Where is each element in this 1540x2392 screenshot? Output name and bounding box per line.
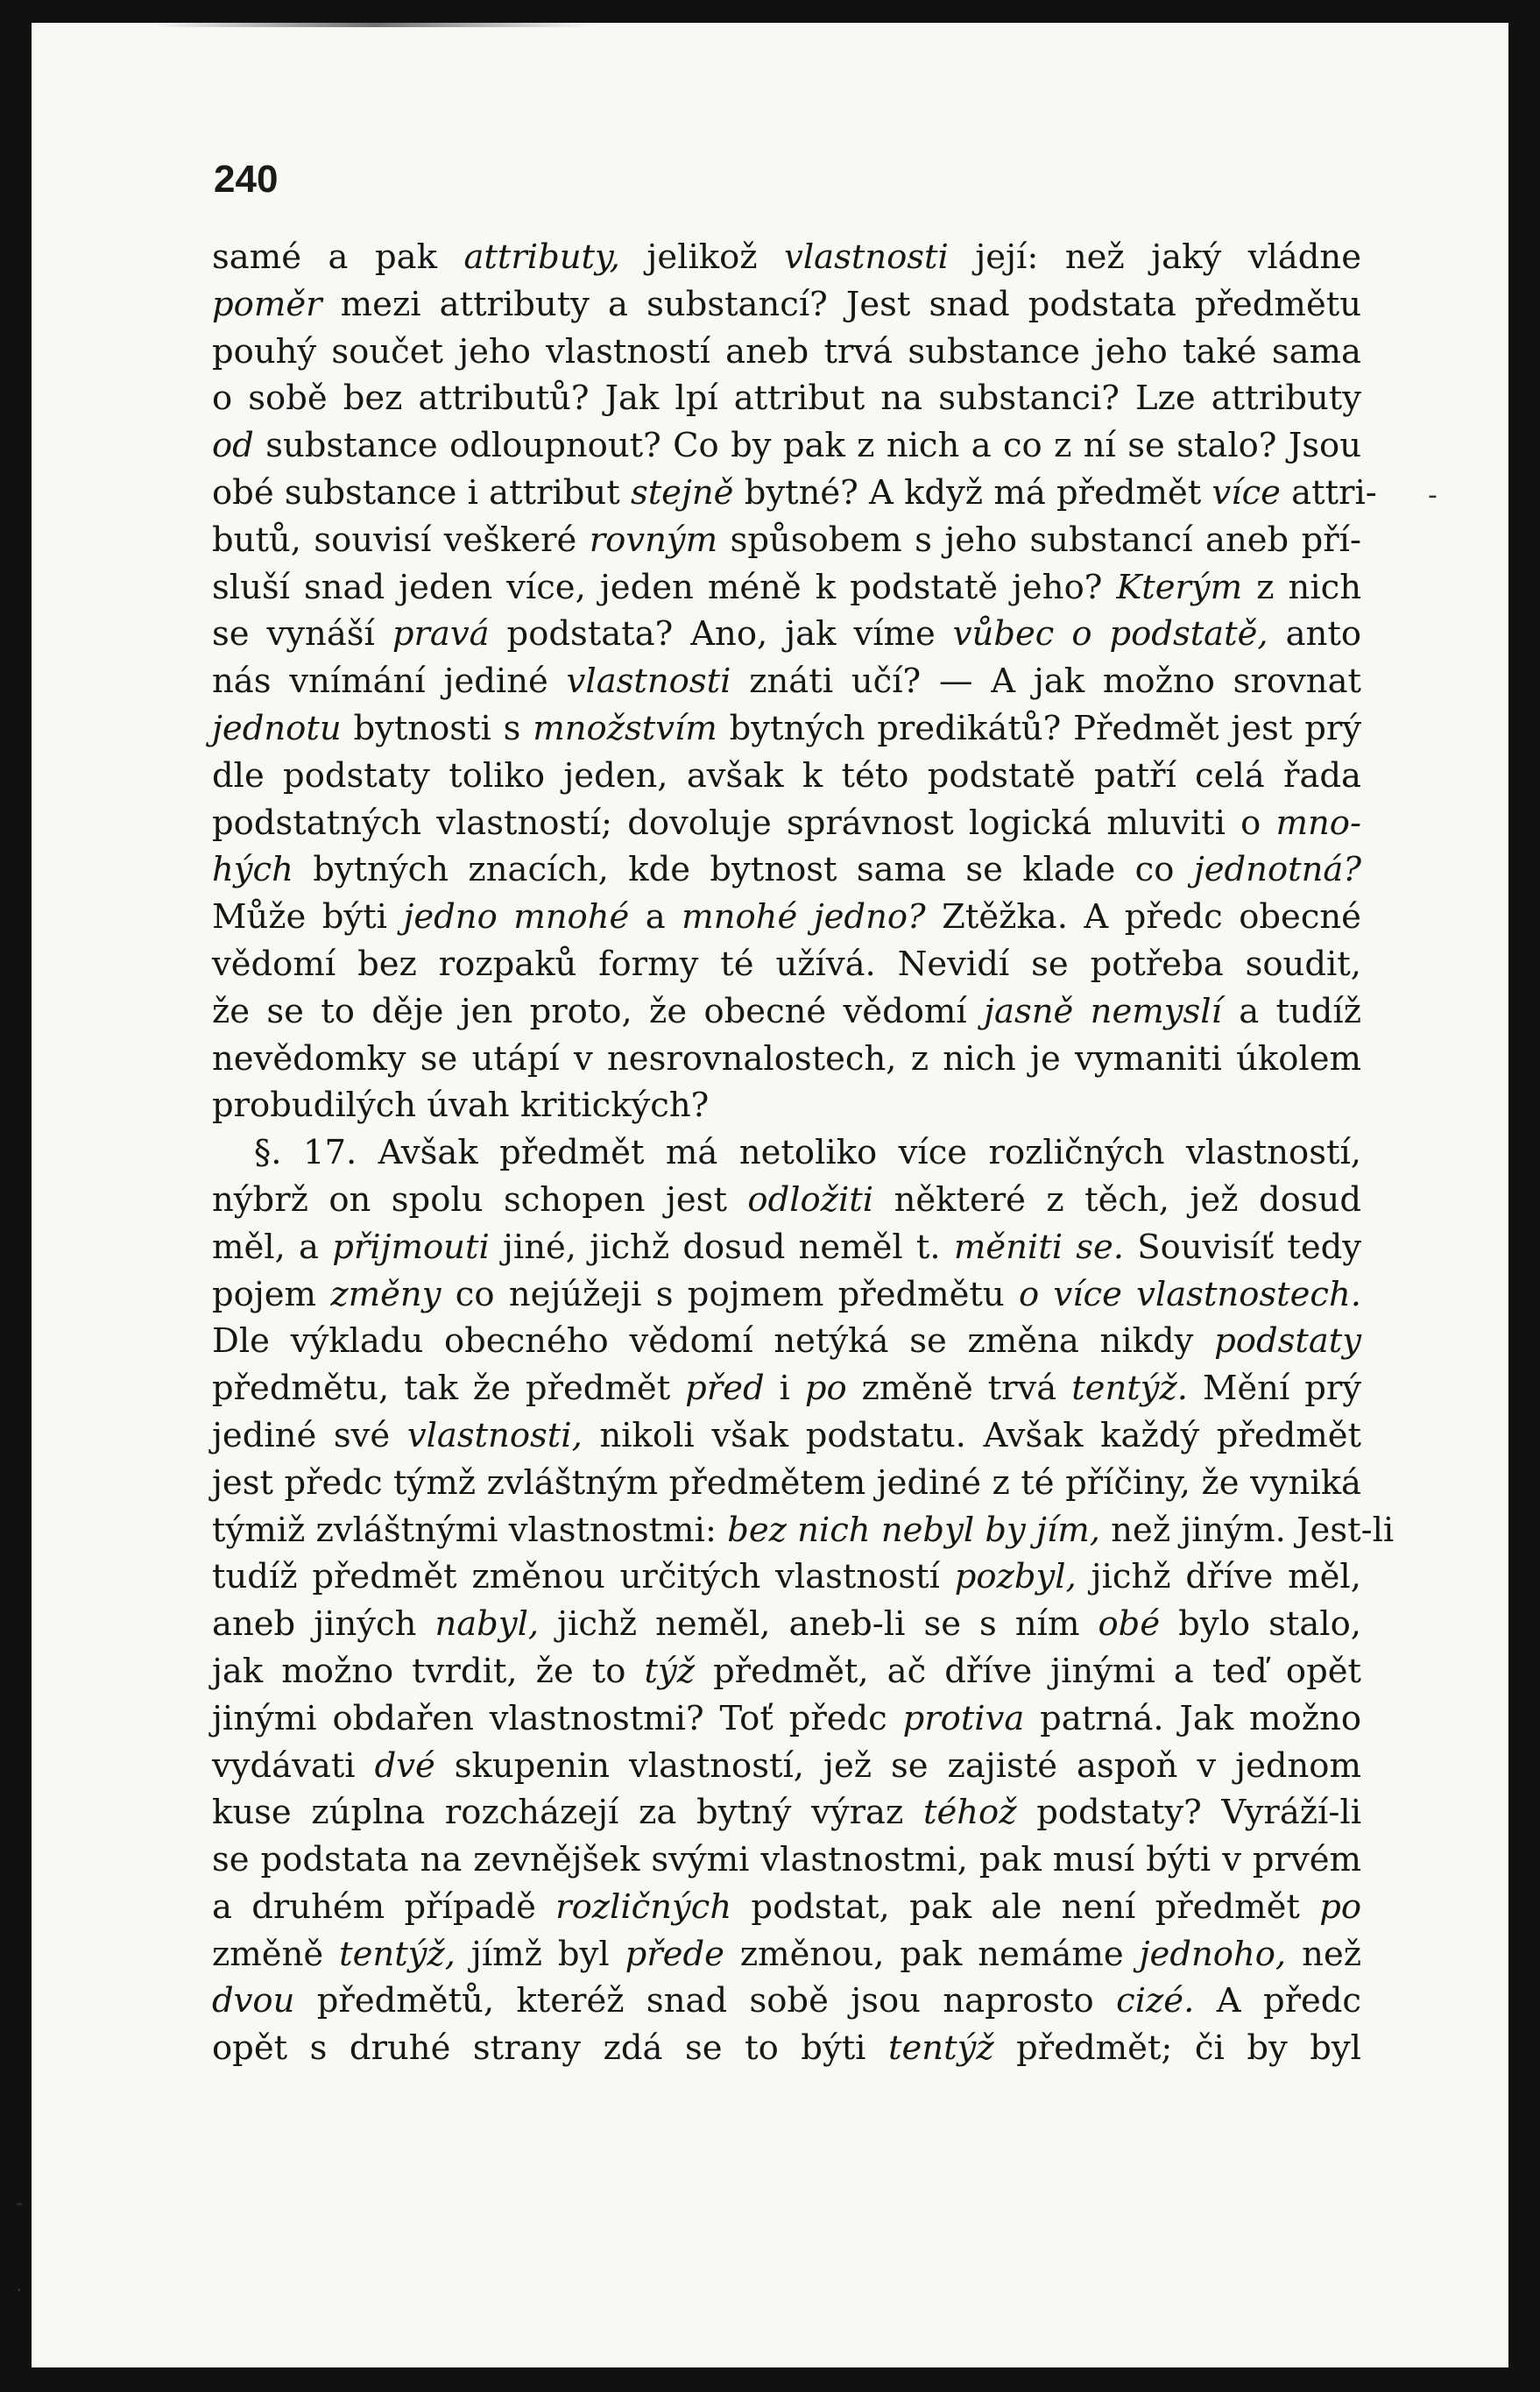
text-segment: jichž dříve měl, — [1076, 1557, 1361, 1597]
emphasized-text: poměr — [212, 284, 322, 324]
emphasized-text: rozličných — [555, 1886, 732, 1927]
emphasized-text: změny — [330, 1274, 442, 1314]
emphasized-text: cizé. — [1116, 1981, 1195, 2021]
emphasized-text: dvou — [212, 1981, 295, 2021]
emphasized-text: bez nich nebyl by jím, — [727, 1510, 1100, 1550]
text-segment: nikoli však podstatu. Avšak každý předmět — [582, 1415, 1362, 1455]
text-segment: bytné? A když má předmět — [733, 472, 1212, 513]
emphasized-text: přijmouti — [332, 1227, 490, 1267]
text-segment: bytných predikátů? Předmět jest prý — [717, 708, 1361, 748]
text-line — [212, 1129, 1361, 1177]
margin-mark: - — [1428, 480, 1438, 511]
text-line — [212, 1036, 1361, 1083]
text-line — [212, 705, 1361, 753]
text-line — [212, 1507, 1395, 1554]
emphasized-text: jedno mnohé — [403, 897, 630, 938]
emphasized-text: týž — [644, 1651, 696, 1691]
text-segment: Dle výkladu obecného vědomí netýká se změna nikdy — [212, 1321, 1215, 1362]
text-segment: co nejúžeji s pojmem předmětu — [441, 1274, 1019, 1314]
text-line — [212, 941, 1361, 988]
text-line — [212, 329, 1361, 376]
text-line — [212, 1553, 1361, 1601]
emphasized-text: jednoho, — [1139, 1934, 1287, 1974]
text-segment: i — [764, 1369, 805, 1409]
emphasized-text: podstaty — [1214, 1321, 1361, 1362]
text-segment: znáti učí? — A jak možno srovnat — [731, 662, 1361, 702]
text-segment: bytnosti s — [341, 708, 533, 748]
text-line — [212, 1082, 1361, 1129]
text-segment: se vynáší — [212, 614, 392, 655]
text-segment: aneb jiných — [212, 1604, 435, 1645]
text-line — [212, 988, 1361, 1036]
text-line — [212, 281, 1361, 329]
emphasized-text: jasně nemyslí — [984, 991, 1222, 1031]
text-segment: Ztěžka. A předc obecné — [925, 897, 1361, 938]
text-line — [212, 753, 1361, 800]
text-segment: změnou, pak nemáme — [724, 1934, 1140, 1974]
text-line — [212, 1460, 1361, 1507]
emphasized-text: tentýž — [888, 2028, 994, 2069]
text-segment: bytných znacích, kde bytnost sama se klade co — [293, 850, 1194, 890]
scan-edge-shadow — [154, 23, 592, 27]
text-segment: Mění prý — [1188, 1369, 1361, 1409]
text-line — [212, 800, 1361, 847]
emphasized-text: pravá — [392, 614, 490, 655]
emphasized-text: tentýž, — [339, 1934, 456, 1974]
text-line — [212, 2025, 1361, 2072]
emphasized-text: odložiti — [747, 1179, 874, 1220]
emphasized-text: attributy, — [463, 237, 620, 277]
text-segment: podstatných vlastností; dovoluje správnost logická mluviti o — [212, 803, 1276, 843]
text-segment: že se to děje jen proto, že obecné vědomí — [212, 991, 985, 1031]
text-line — [212, 1931, 1361, 1978]
text-segment: nás vnímání jediné — [212, 662, 567, 702]
emphasized-text: nabyl, — [434, 1604, 540, 1645]
emphasized-text: mno- — [1275, 803, 1361, 843]
text-line — [212, 1695, 1361, 1743]
emphasized-text: rovným — [589, 520, 718, 560]
emphasized-text: vlastnosti — [784, 237, 949, 277]
text-line — [212, 1789, 1361, 1836]
text-segment: nevědomky se utápí v nesrovnalostech, z nich je vymaniti úkolem — [212, 1038, 1361, 1079]
margin-mark: · — [16, 2278, 23, 2303]
body-text — [212, 234, 1395, 2072]
emphasized-text: vlastnosti, — [406, 1415, 583, 1455]
text-segment: jak možno tvrdit, že to — [212, 1651, 645, 1691]
text-segment: skupenin vlastností, jež se zajisté aspoň v jednom — [434, 1745, 1361, 1786]
emphasized-text: dvé — [374, 1745, 435, 1786]
text-segment: butů, souvisí veškeré — [212, 520, 590, 560]
text-segment: týmiž zvláštnými vlastnostmi: — [212, 1510, 728, 1550]
emphasized-text: přede — [625, 1934, 724, 1974]
text-segment: jest předc týmž zvláštným předmětem jediné z té příčiny, že vyniká — [212, 1462, 1361, 1503]
text-segment: podstaty? Vyráží-li — [1016, 1793, 1362, 1833]
text-segment: anto — [1268, 614, 1362, 655]
text-segment: mezi attributy a substancí? Jest snad podstata předmětu — [321, 284, 1361, 324]
emphasized-text: jednotná? — [1193, 850, 1361, 890]
text-line — [212, 1271, 1361, 1319]
emphasized-text: mnohé jedno? — [682, 897, 926, 938]
emphasized-text: hých — [212, 850, 293, 890]
text-line — [212, 470, 1377, 517]
text-segment: bylo stalo, — [1160, 1604, 1361, 1645]
text-segment: sluší snad jeden více, jeden méně k podstatě jeho? — [212, 567, 1117, 607]
text-segment: a druhém případě — [212, 1886, 556, 1927]
text-line — [212, 1318, 1361, 1365]
emphasized-text: měniti se. — [953, 1227, 1124, 1267]
text-line — [212, 1884, 1361, 1931]
emphasized-text: jednotu — [212, 708, 342, 748]
emphasized-text: po — [804, 1369, 847, 1409]
text-segment: předmět; či by byl — [993, 2028, 1361, 2069]
emphasized-text: o více vlastnostech. — [1018, 1274, 1361, 1314]
text-line — [212, 1177, 1361, 1224]
text-segment: předmětů, kteréž snad sobě jsou naprosto — [294, 1981, 1117, 2021]
text-line — [212, 517, 1361, 564]
text-segment: Souvisíť tedy — [1124, 1227, 1361, 1267]
text-segment: jelikož — [619, 237, 785, 277]
emphasized-text: stejně — [630, 472, 734, 513]
emphasized-text: vůbec o podstatě, — [952, 614, 1268, 655]
text-segment: dle podstaty toliko jeden, avšak k této podstatě patří celá řada — [212, 755, 1361, 796]
text-segment: o sobě bez attributů? Jak lpí attribut na substanci? Lze attributy — [212, 379, 1361, 419]
text-segment: její: než jaký vládne — [948, 237, 1361, 277]
text-line — [212, 564, 1361, 612]
text-segment: A předc — [1194, 1981, 1361, 2021]
text-segment: vydávati — [212, 1745, 375, 1786]
text-segment: jichž neměl, aneb-li se s ním — [539, 1604, 1098, 1645]
text-segment: se podstata na zevnějšek svými vlastnostmi, pak musí býti v prvém — [212, 1840, 1361, 1880]
text-segment: z nich — [1242, 567, 1361, 607]
text-line — [212, 611, 1361, 658]
text-line — [212, 1743, 1361, 1790]
text-line — [212, 1978, 1361, 2025]
text-segment: opět s druhé strany zdá se to býti — [212, 2028, 889, 2069]
text-segment: substance odloupnout? Co by pak z nich a co z ní se stalo? Jsou — [253, 426, 1361, 466]
text-segment: samé a pak — [212, 237, 464, 277]
text-segment: kuse zúplna rozcházejí za bytný výraz — [212, 1793, 923, 1833]
text-segment: podstat, pak ale není předmět — [731, 1886, 1320, 1927]
text-segment: než — [1286, 1934, 1362, 1974]
emphasized-text: od — [212, 426, 254, 466]
text-segment: předmět, ač dříve jinými a teď opět — [695, 1651, 1361, 1691]
text-line — [212, 658, 1361, 705]
text-segment: spůsobem s jeho substancí aneb pří- — [717, 520, 1361, 560]
text-segment: jiné, jichž dosud neměl t. — [489, 1227, 954, 1267]
text-line — [212, 375, 1361, 422]
text-segment: předmětu, tak že předmět — [212, 1369, 686, 1409]
text-segment: obé substance i attribut — [212, 472, 631, 513]
text-segment: nýbrž on spolu schopen jest — [212, 1179, 748, 1220]
text-segment: změně — [212, 1934, 340, 1974]
text-segment: některé z těch, jež dosud — [873, 1179, 1361, 1220]
text-segment: než jiným. Jest-li — [1100, 1510, 1395, 1550]
text-segment: §. 17. Avšak předmět má netoliko více rozličných vlastností, — [254, 1133, 1361, 1173]
text-segment: patrná. Jak možno — [1024, 1698, 1361, 1738]
emphasized-text: po — [1319, 1886, 1362, 1927]
text-segment: podstata? Ano, jak víme — [489, 614, 953, 655]
text-segment: změně trvá — [846, 1369, 1072, 1409]
text-segment: a tudíž — [1221, 991, 1362, 1031]
text-line — [212, 234, 1361, 281]
text-segment: jediné své — [212, 1415, 407, 1455]
text-segment: Může býti — [212, 897, 404, 938]
text-segment: pouhý součet jeho vlastností aneb trvá substance jeho také sama — [212, 331, 1361, 372]
emphasized-text: více — [1212, 472, 1281, 513]
emphasized-text: vlastnosti — [566, 662, 731, 702]
emphasized-text: Kterým — [1116, 567, 1243, 607]
text-segment: a — [629, 897, 682, 938]
text-segment: tudíž předmět změnou určitých vlastností — [212, 1557, 955, 1597]
text-line — [212, 1365, 1361, 1412]
page-number: 240 — [214, 158, 279, 201]
text-line — [212, 1412, 1361, 1460]
emphasized-text: téhož — [922, 1793, 1017, 1833]
text-segment: pojem — [212, 1274, 331, 1314]
text-segment: jinými obdařen vlastnostmi? Toť předc — [212, 1698, 903, 1738]
text-line — [212, 894, 1361, 941]
margin-mark: - — [16, 2190, 24, 2215]
emphasized-text: před — [685, 1369, 765, 1409]
text-segment: attri- — [1280, 472, 1377, 513]
text-line — [212, 846, 1361, 894]
emphasized-text: množstvím — [533, 708, 717, 748]
emphasized-text: obé — [1098, 1604, 1161, 1645]
text-segment: probudilých úvah kritických? — [212, 1086, 710, 1126]
text-line — [212, 1648, 1361, 1695]
text-line — [212, 422, 1361, 470]
emphasized-text: pozbyl, — [954, 1557, 1077, 1597]
text-line — [212, 1836, 1361, 1884]
emphasized-text: tentýž. — [1071, 1369, 1188, 1409]
text-segment: jímž byl — [455, 1934, 625, 1974]
text-segment: vědomí bez rozpaků formy té užívá. Nevidí se potřeba soudit, — [212, 944, 1361, 984]
text-segment: měl, a — [212, 1227, 333, 1267]
text-line — [212, 1224, 1361, 1271]
text-line — [212, 1601, 1361, 1648]
emphasized-text: protiva — [902, 1698, 1025, 1738]
